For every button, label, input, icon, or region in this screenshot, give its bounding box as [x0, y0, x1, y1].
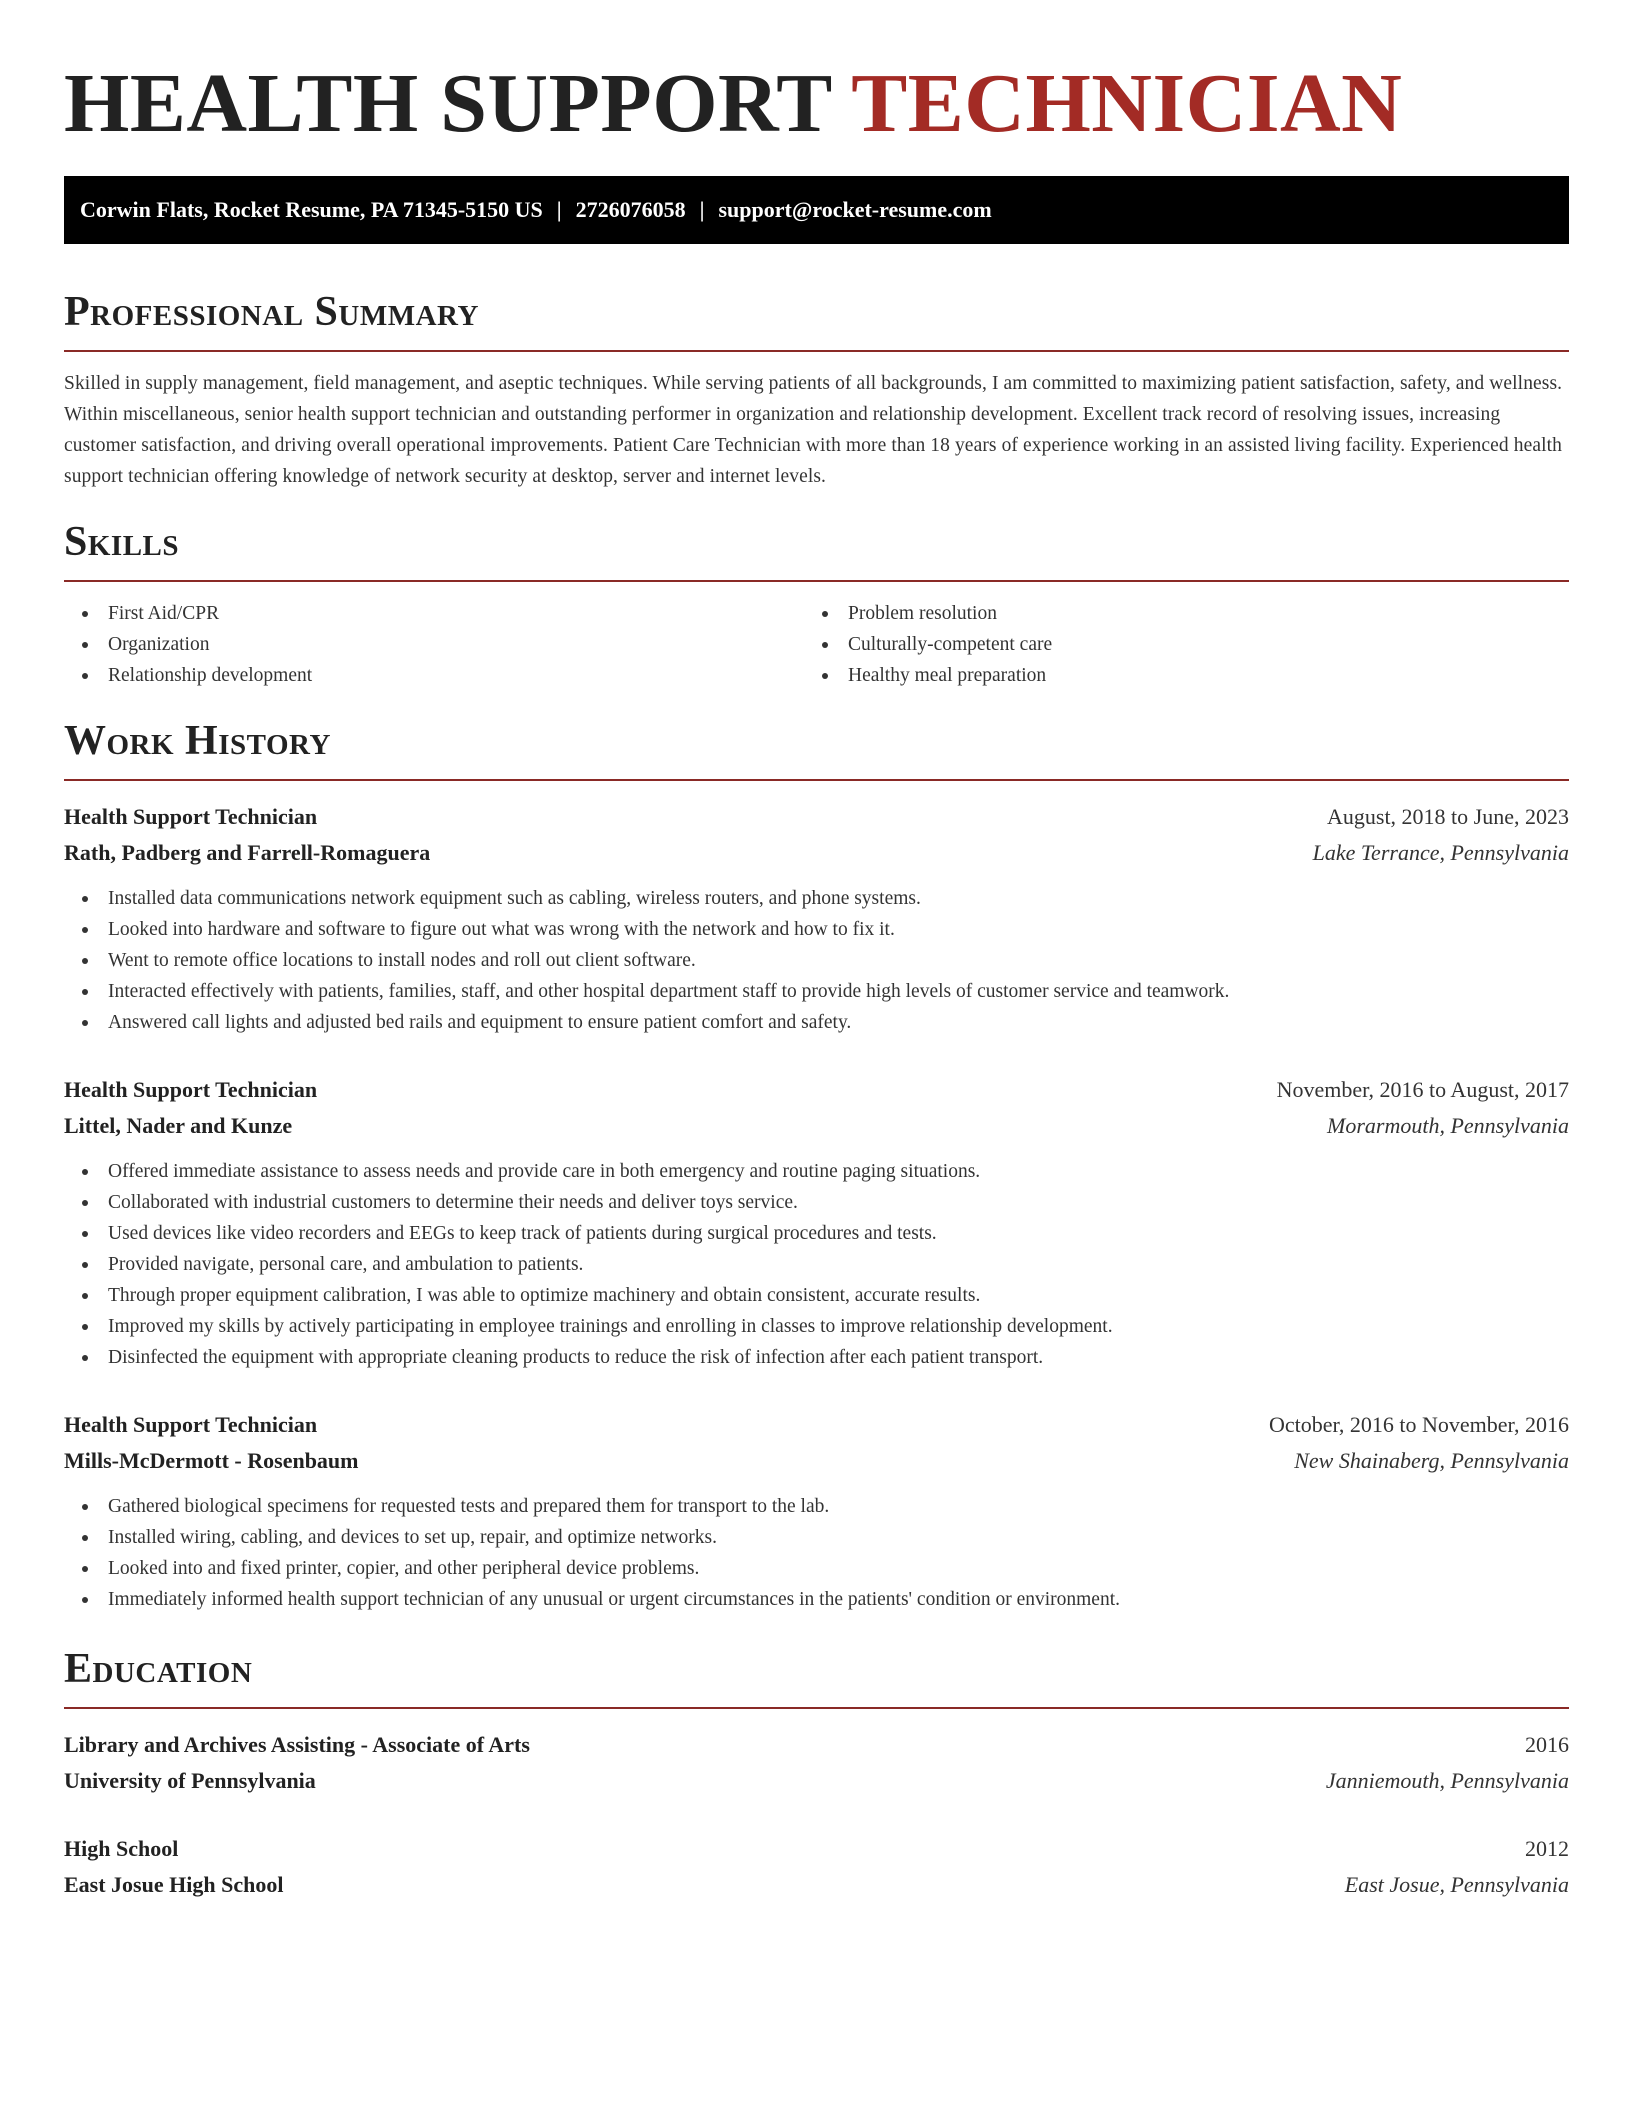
- education-location: Janniemouth, Pennsylvania: [1325, 1768, 1569, 1793]
- education-entry: [64, 1831, 1569, 1903]
- job-duty: Looked into hardware and software to figure out what was wrong with the network and how to fix it.: [64, 914, 1569, 945]
- education-location: East Josue, Pennsylvania: [1344, 1872, 1569, 1897]
- job-duty: Installed data communications network equipment such as cabling, wireless routers, and phone systems.: [64, 883, 1569, 914]
- job-duty: Disinfected the equipment with appropriate cleaning products to reduce the risk of infection after each patient transport.: [64, 1342, 1569, 1373]
- skill-item: Problem resolution: [804, 598, 1544, 629]
- skill-item: First Aid/CPR: [64, 598, 804, 629]
- education-school: University of Pennsylvania: [64, 1768, 316, 1793]
- job-company: Rath, Padberg and Farrell-Romaguera: [64, 840, 431, 865]
- job-duties: [64, 1156, 1569, 1373]
- section-title-work-history: Work History: [64, 718, 331, 764]
- skills-list: [64, 598, 1569, 691]
- job-duty: Installed wiring, cabling, and devices to set up, repair, and optimize networks.: [64, 1522, 1569, 1553]
- section-title-education: Education: [64, 1646, 253, 1692]
- contact-separator: |: [556, 197, 562, 222]
- job-entry: [64, 1072, 1569, 1373]
- section-title-skills: Skills: [64, 519, 180, 565]
- job-duty: Interacted effectively with patients, families, staff, and other hospital department staff to provide high levels of customer service and teamwork.: [64, 976, 1569, 1007]
- job-duty: Used devices like video recorders and EEGs to keep track of patients during surgical procedures and tests.: [64, 1218, 1569, 1249]
- job-duty: Provided navigate, personal care, and ambulation to patients.: [64, 1249, 1569, 1280]
- job-duty: Answered call lights and adjusted bed rails and equipment to ensure patient comfort and safety.: [64, 1007, 1569, 1038]
- job-title: Health Support Technician: [64, 804, 318, 829]
- section-title-summary: Professional Summary: [64, 289, 479, 335]
- education-year: 2016: [1525, 1732, 1569, 1757]
- resume-page: [64, 0, 1569, 1903]
- skill-item: Culturally-competent care: [804, 629, 1544, 660]
- job-duty: Collaborated with industrial customers to determine their needs and deliver toys service.: [64, 1187, 1569, 1218]
- skills-column-right: [804, 598, 1544, 691]
- job-duty: Improved my skills by actively participating in employee trainings and enrolling in classes to improve relationship development.: [64, 1311, 1569, 1342]
- job-duty: Offered immediate assistance to assess needs and provide care in both emergency and routine paging situations.: [64, 1156, 1569, 1187]
- education-degree: High School: [64, 1836, 179, 1861]
- job-location: New Shainaberg, Pennsylvania: [1294, 1448, 1569, 1473]
- job-company: Littel, Nader and Kunze: [64, 1113, 293, 1138]
- section-divider: [64, 779, 1569, 781]
- skills-column-left: [64, 598, 804, 691]
- education-school: East Josue High School: [64, 1872, 284, 1897]
- job-duty: Immediately informed health support technician of any unusual or urgent circumstances in the patients' condition or environment.: [64, 1584, 1569, 1615]
- section-divider: [64, 580, 1569, 582]
- section-divider: [64, 350, 1569, 352]
- job-duty: Looked into and fixed printer, copier, and other peripheral device problems.: [64, 1553, 1569, 1584]
- job-duty: Gathered biological specimens for requested tests and prepared them for transport to the lab.: [64, 1491, 1569, 1522]
- contact-phone[interactable]: 2726076058: [575, 197, 686, 222]
- education-degree: Library and Archives Assisting - Associate of Arts: [64, 1732, 530, 1757]
- job-dates: August, 2018 to June, 2023: [1327, 804, 1569, 829]
- job-duties: [64, 883, 1569, 1038]
- skill-item: Relationship development: [64, 660, 804, 691]
- name-first: HEALTH SUPPORT: [64, 57, 832, 150]
- name-second: TECHNICIAN: [851, 57, 1403, 150]
- job-entry: [64, 799, 1569, 1038]
- job-dates: November, 2016 to August, 2017: [1276, 1077, 1569, 1102]
- job-dates: October, 2016 to November, 2016: [1268, 1412, 1569, 1437]
- contact-bar: [64, 176, 1569, 244]
- job-duty: Through proper equipment calibration, I was able to optimize machinery and obtain consistent, accurate results.: [64, 1280, 1569, 1311]
- summary-text: Skilled in supply management, field management, and aseptic techniques. While serving patients of all backgrounds, I am committed to maximizing patient satisfaction, safety, and wellness. Within miscellaneous, senior health support technician and outstanding performer in organization and relationship development. Excellent track record of resolving issues, increasing customer satisfaction, and driving overall operational improvements. Patient Care Technician with more than 18 years of experience working in an assisted living facility. Experienced health support technician offering knowledge of network security at desktop, server and internet levels.: [64, 373, 1563, 487]
- job-title: Health Support Technician: [64, 1412, 318, 1437]
- job-title: Health Support Technician: [64, 1077, 318, 1102]
- skill-item: Organization: [64, 629, 804, 660]
- skill-item: Healthy meal preparation: [804, 660, 1544, 691]
- job-company: Mills-McDermott - Rosenbaum: [64, 1448, 359, 1473]
- job-location: Lake Terrance, Pennsylvania: [1312, 840, 1569, 865]
- job-duties: [64, 1491, 1569, 1615]
- candidate-name: [64, 56, 1569, 152]
- contact-email[interactable]: support@rocket-resume.com: [718, 197, 992, 222]
- job-entry: [64, 1407, 1569, 1615]
- contact-address: Corwin Flats, Rocket Resume, PA 71345-5150 US: [80, 197, 543, 222]
- job-duty: Went to remote office locations to install nodes and roll out client software.: [64, 945, 1569, 976]
- job-location: Morarmouth, Pennsylvania: [1327, 1113, 1569, 1138]
- section-divider: [64, 1707, 1569, 1709]
- education-year: 2012: [1525, 1836, 1569, 1861]
- education-entry: [64, 1727, 1569, 1799]
- contact-separator: |: [699, 197, 705, 222]
